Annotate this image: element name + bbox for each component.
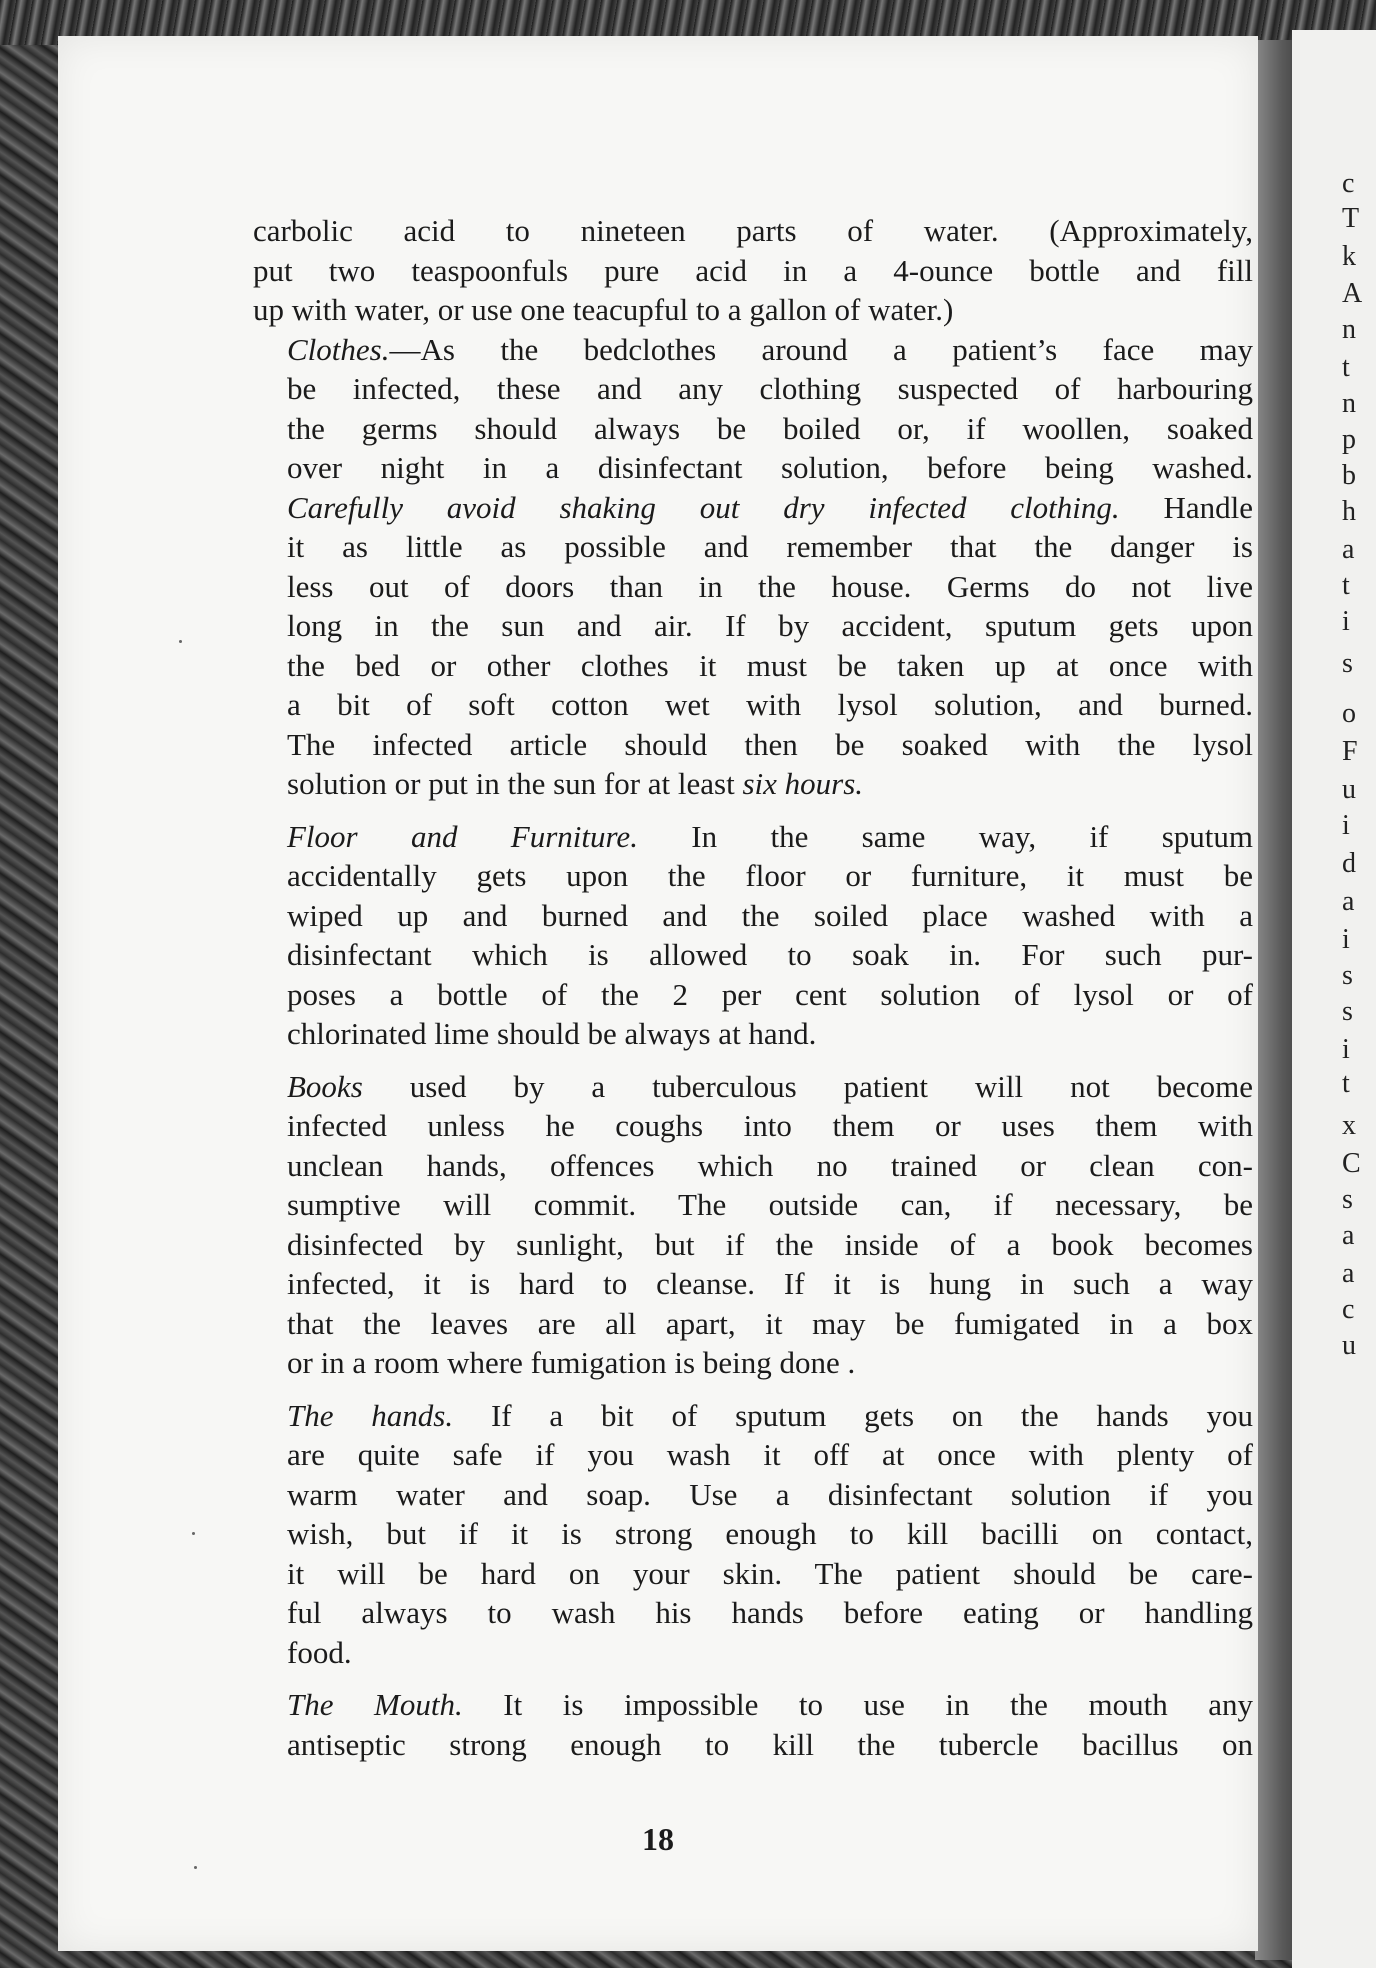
next-page-letter-fragment: p [1342,424,1356,455]
next-page-letter-fragment: i [1342,810,1350,841]
next-page-letter-fragment: a [1342,1258,1355,1289]
next-page-letter-fragment: u [1342,774,1356,805]
paragraph-heading: The hands. [287,1397,454,1433]
text-line: or in a room where fumigation is being done . [287,1345,856,1380]
next-page-letter-fragment: t [1342,570,1350,601]
next-page-letter-fragment: s [1342,996,1353,1027]
text-line: disinfectant which is allowed to soak in. For such pur- [287,937,1253,972]
text-line: chlorinated lime should be always at hand. [287,1016,817,1051]
paragraph-heading: The Mouth. [287,1687,463,1722]
paragraph-floor [253,817,1253,1054]
text-line: over night in a disinfectant solution, before being washed. [287,450,1253,485]
emphasis-text: six hours. [742,766,864,801]
next-page-letter-fragment: c [1342,168,1355,199]
next-page-letter-fragment: c [1342,1294,1355,1325]
text-line: poses a bottle of the 2 per cent solution of lysol or of [287,976,1253,1012]
paragraph-mouth [253,1685,1253,1764]
text-line: The hands. If a bit of sputum gets on the hands you [287,1397,1253,1433]
text-line: infected unless he coughs into them or uses them with [287,1108,1253,1143]
paragraph-intro [253,211,1253,330]
next-page-letter-fragment: C [1342,1148,1361,1179]
next-page-letter-fragment: u [1342,1330,1356,1361]
text-line: antiseptic strong enough to kill the tubercle bacillus on [287,1726,1253,1762]
next-page-letter-fragment: a [1342,886,1355,917]
text-line: less out of doors than in the house. Germs do not live [287,568,1253,604]
text-line: the bed or other clothes it must be taken up at once with [287,647,1253,683]
text-line: disinfected by sunlight, but if the inside of a book becomes [287,1226,1253,1262]
text-line: the germs should always be boiled or, if woollen, soaked [287,410,1253,446]
text-line: accidentally gets upon the floor or furniture, it must be [287,858,1253,893]
text-line: it will be hard on your skin. The patient should be care- [287,1555,1253,1591]
next-page-letter-fragment: x [1342,1110,1356,1141]
next-page-letter-fragment: i [1342,924,1350,955]
paragraph-heading: Clothes. [287,331,390,367]
next-page-edge [1292,30,1376,1968]
text-line: The Mouth. It is impossible to use in the mouth any [287,1687,1254,1722]
text-line: it as little as possible and remember that the danger is [287,529,1253,564]
next-page-letter-fragment: s [1342,1184,1353,1215]
page-number: 18 [642,1821,674,1857]
text-line: warm water and soap. Use a disinfectant solution if you [287,1476,1253,1512]
paragraph-heading: Floor and Furniture. [287,818,638,854]
next-page-letter-fragment: h [1342,496,1356,527]
next-page-letter-fragment: a [1342,534,1355,565]
next-page-letter-fragment: t [1342,1068,1350,1099]
text-line: are quite safe if you wash it off at once with plenty of [287,1437,1253,1472]
text-line: Books used by a tuberculous patient will not become [287,1068,1253,1104]
text-line: that the leaves are all apart, it may be fumigated in a box [287,1305,1253,1341]
text-line: be infected, these and any clothing suspected of harbouring [287,371,1253,406]
text-line: Carefully avoid shaking out dry infected clothing. Handle [287,489,1254,525]
text-line: up with water, or use one teacupful to a gallon of water.) [253,292,954,327]
next-page-letter-fragment: F [1342,736,1358,767]
paragraph-heading: Books [287,1068,363,1104]
next-page-letter-fragment: i [1342,606,1350,637]
paragraph-hands [253,1396,1253,1673]
text-line: unclean hands, offences which no trained or clean con- [287,1147,1253,1183]
paper-speck [194,1866,197,1869]
text-line: wiped up and burned and the soiled place washed with a [287,897,1253,933]
text-line: wish, but if it is strong enough to kill bacilli on contact, [287,1516,1253,1551]
next-page-letter-fragment: a [1342,1220,1355,1251]
next-page-letter-fragment: T [1342,203,1360,234]
text-line: ful always to wash his hands before eating or handling [287,1595,1253,1630]
paper-speck [179,640,182,643]
text-line: Clothes.—As the bedclothes around a patient’s face may [287,331,1253,367]
text-line: Floor and Furniture. In the same way, if sputum [287,818,1254,854]
next-page-letter-fragment: o [1342,698,1356,729]
next-page-letter-fragment: s [1342,648,1353,679]
next-page-letter-fragment: d [1342,848,1356,879]
text-line: carbolic acid to nineteen parts of water. (Approximately, [253,213,1253,248]
text-line: solution or put in the sun for at least six hours. [287,766,864,801]
paragraph-clothes [253,330,1253,804]
next-page-letter-fragment: A [1342,278,1363,309]
next-page-letter-fragment: i [1342,1034,1350,1065]
emphasis-text: Carefully avoid shaking out dry infected clothing. [287,489,1120,525]
next-page-letter-fragment: b [1342,460,1356,491]
paragraph-books [253,1067,1253,1383]
next-page-letter-fragment: n [1342,314,1356,345]
next-page-letter-fragment: k [1342,241,1356,272]
next-page-letter-fragment: n [1342,388,1356,419]
next-page-letter-fragment: t [1342,352,1350,383]
text-line: sumptive will commit. The outside can, if necessary, be [287,1187,1253,1222]
text-line: food. [287,1634,352,1670]
text-line: put two teaspoonfuls pure acid in a 4-ounce bottle and fill [253,252,1253,288]
paper-speck [192,1532,195,1535]
text-line: long in the sun and air. If by accident, sputum gets upon [287,608,1253,643]
text-line: a bit of soft cotton wet with lysol solution, and burned. [287,687,1253,722]
text-line: infected, it is hard to cleanse. If it is hung in such a way [287,1266,1253,1301]
book-page [58,36,1258,1951]
text-line: The infected article should then be soaked with the lysol [287,726,1253,762]
page-text [253,211,1253,1764]
next-page-letter-fragment: s [1342,960,1353,991]
